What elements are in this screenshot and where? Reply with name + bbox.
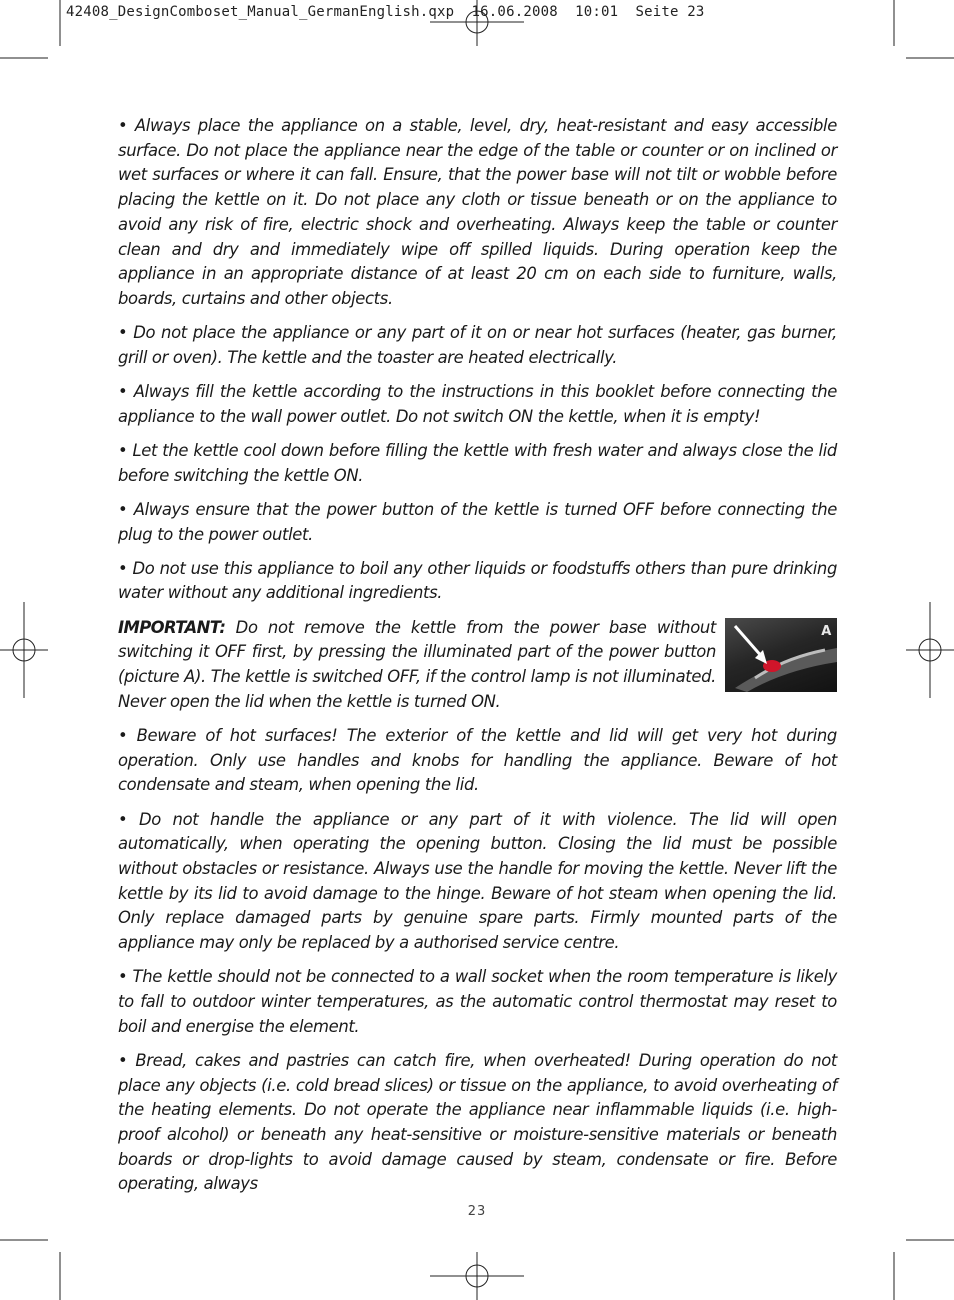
figure-label: A [821,623,831,639]
safety-paragraph: • Do not place the appliance or any part of it on or near hot surfaces (heater, gas burner, grill or oven). The kettle and the toaster are heated electrically. [118,323,837,367]
safety-paragraph: • Do not handle the appliance or any part of it with violence. The lid will open automatically, when operating the opening button. Closing the lid must be possible without obstacles or resistance. Always use the handle for moving the kettle. Never lift the kettle by its lid to avoid damage to the hinge. Beware of hot steam when opening the lid. Only replace damaged parts by genuine spare parts. Firmly mounted parts of the appliance may only be replaced by a authorised service centre. [118,809,837,953]
safety-paragraph: • The kettle should not be connected to a wall socket when the room temperature is likely to fall to outdoor winter temperatures, as the automatic control thermostat may reset to boil and energise the element. [118,967,837,1036]
safety-paragraph: • Always place the appliance on a stable, level, dry, heat-resistant and easy accessible surface. Do not place the appliance near the edge of the table or counter or on inclined or wet surfaces or where it can fall. Ensure, that the power base will not tilt or wobble before placing the kettle on it. Do not place any cloth or tissue beneath or on the appliance to avoid any risk of fire, electric shock and overheating. Always keep the table or counter clean and dry and immediately wipe off spilled liquids. During operation keep the appliance in an appropriate distance of at least 20 cm on each side to furniture, walls, boards, curtains and other objects. [118,116,837,308]
safety-paragraph: • Always fill the kettle according to the instructions in this booklet before connecting the appliance to the wall power outlet. Do not switch ON the kettle, when it is empty! [118,382,837,426]
important-label: IMPORTANT: [118,617,226,637]
registration-mark-bottom [430,1252,524,1300]
important-note [118,616,837,715]
picture-a-power-button [725,618,837,692]
registration-mark-right [906,602,954,698]
page-number: 23 [467,1204,487,1219]
kettle-button-illustration [725,618,837,692]
safety-paragraph: • Let the kettle cool down before filling the kettle with fresh water and always close the lid before switching the kettle ON. [118,440,837,485]
safety-paragraph: • Bread, cakes and pastries can catch fire, when overheated! During operation do not place any objects (i.e. cold bread slices) or tissue on the appliance, to avoid overheating of the heating elements. Do not operate the appliance near inflammable liquids (i.e. high-proof alcohol) or beneath any heat-sensitive or moisture-sensitive materials or beneath boards or drop-lights to avoid damage caused by steam, condensate or fire. Before operating, always [118,1050,837,1194]
print-slug-header: 42408_DesignComboset_Manual_GermanEnglish.qxp 16.06.2008 10:01 Seite 23 [66,4,705,20]
safety-paragraph: • Do not use this appliance to boil any other liquids or foodstuffs others than pure drinking water without any additional ingredients. [118,558,837,603]
arrow-icon [735,626,763,658]
registration-mark-left [0,602,48,698]
safety-paragraph: • Always ensure that the power button of the kettle is turned OFF before connecting the plug to the power outlet. [118,499,837,544]
manual-body [118,114,837,1207]
important-text: Do not remove the kettle from the power base without switching it OFF first, by pressing the illuminated part of the power button (picture A). The kettle is switched OFF, if the control lamp is not illuminated. Never open the lid when the kettle is turned ON. [118,617,716,711]
safety-paragraph: • Beware of hot surfaces! The exterior of the kettle and lid will get very hot during operation. Only use handles and knobs for handling the appliance. Beware of hot condensate and steam, when opening the lid. [118,725,837,795]
